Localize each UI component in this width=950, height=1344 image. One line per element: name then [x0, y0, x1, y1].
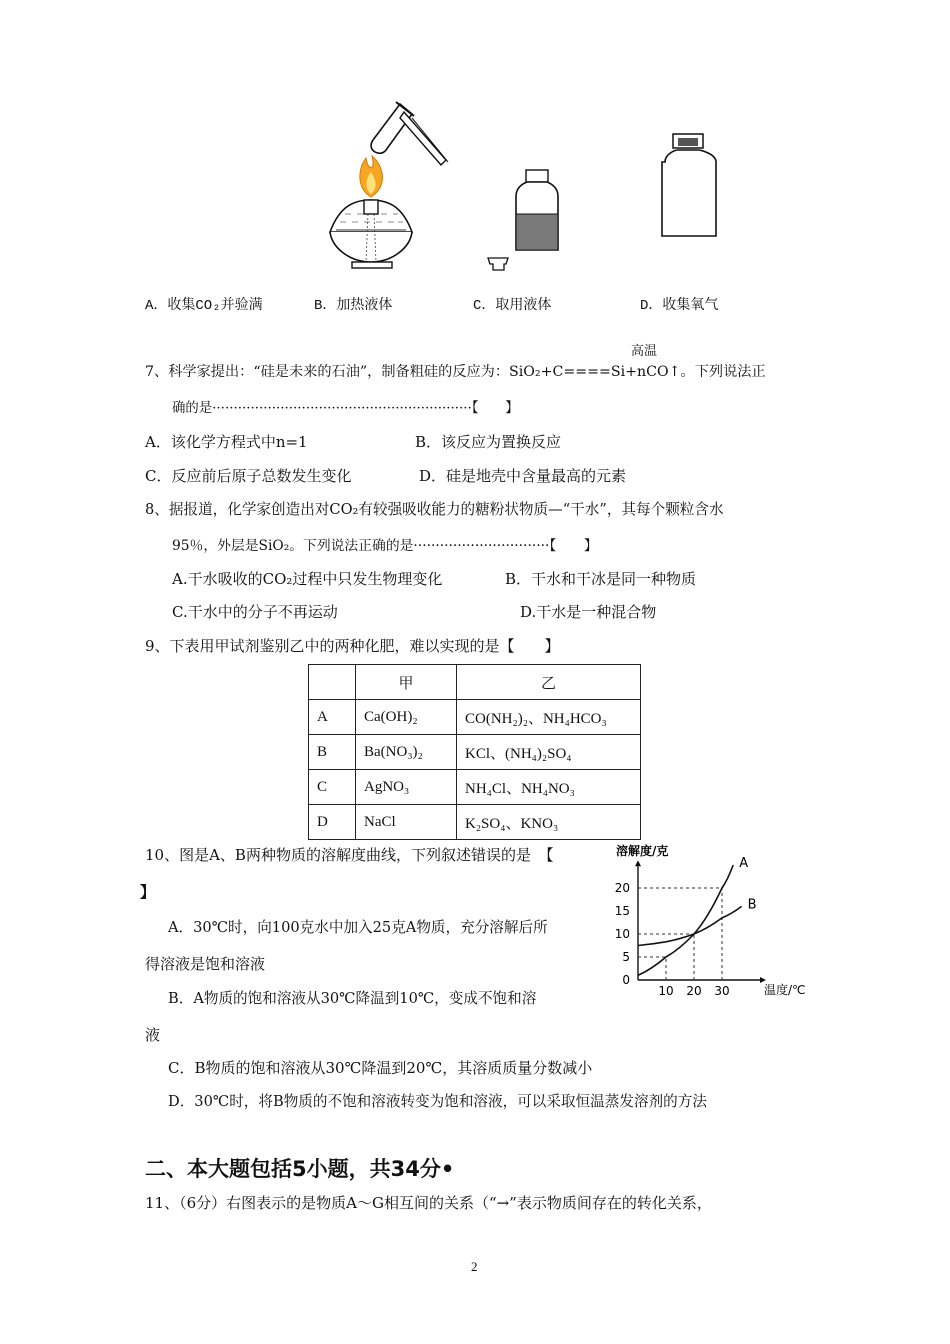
- series-label-a: A: [739, 856, 749, 871]
- q8-option-a: A.干水吸收的CO₂过程中只发生物理变化: [172, 570, 443, 588]
- table-cell: A: [309, 700, 356, 735]
- table-cell: Ba(NO₃)₂: [356, 735, 457, 770]
- y-tick-label: 5: [622, 950, 630, 964]
- table-header-row: [309, 665, 641, 700]
- flame-icon: [360, 156, 383, 197]
- x-tick-label: 10: [658, 984, 674, 998]
- table-cell: NH₄Cl、NH₄NO₃: [457, 770, 641, 805]
- q8-option-d: D.干水是一种混合物: [520, 603, 657, 621]
- q8-stem-line2: 95％，外层是SiO₂。下列说法正确的是·······························【 】: [172, 538, 598, 554]
- q6-option-d: D．收集氧气: [640, 298, 719, 314]
- q8-option-b: B．干水和干冰是同一种物质: [505, 570, 697, 588]
- table-cell: D: [309, 805, 356, 840]
- y-axis-arrow-icon: [635, 860, 641, 866]
- table-row: [309, 735, 641, 770]
- table-row: [309, 770, 641, 805]
- q7-option-a: A．该化学方程式中n=1: [145, 433, 308, 451]
- y-tick-label: 0: [622, 973, 630, 987]
- x-tick-label: 20: [686, 984, 702, 998]
- q7-option-b: B．该反应为置换反应: [415, 433, 562, 451]
- reagent-bottle-icon: [516, 170, 558, 250]
- solubility-chart: [600, 835, 820, 1010]
- q7-option-d: D．硅是地壳中含量最高的元素: [419, 467, 627, 485]
- q6-option-b: B．加热液体: [314, 298, 393, 314]
- q11-stem: 11、（6分）右图表示的是物质A～G相互间的关系（“→”表示物质间存在的转化关系，: [145, 1194, 712, 1212]
- table-cell: B: [309, 735, 356, 770]
- table-cell: CO(NH₂)₂、NH₄HCO₃: [457, 700, 641, 735]
- q10-option-b-line1: B．A物质的饱和溶液从30℃降温到10℃，变成不饱和溶: [168, 990, 537, 1007]
- q10-option-c: C．B物质的饱和溶液从30℃降温到20℃，其溶质质量分数减小: [168, 1059, 593, 1077]
- test-tube-icon: [371, 102, 448, 165]
- table-cell: KCl、(NH₄)₂SO₄: [457, 735, 641, 770]
- table-header-cell: 乙: [457, 665, 641, 700]
- x-axis-label: 温度/℃: [764, 983, 806, 997]
- y-tick-label: 15: [614, 904, 630, 918]
- q7-reaction-condition: 高温: [631, 344, 658, 359]
- table-header-cell: [309, 665, 356, 700]
- page-number: 2: [471, 1259, 478, 1274]
- table-cell: AgNO₃: [356, 770, 457, 805]
- table-cell: K₂SO₄、KNO₃: [457, 805, 641, 840]
- x-tick-label: 30: [714, 984, 730, 998]
- y-axis-label: 溶解度/克: [616, 844, 669, 858]
- table-cell: NaCl: [356, 805, 457, 840]
- table-header-cell: 甲: [356, 665, 457, 700]
- section-heading: 二、本大题包括5小题，共34分•: [145, 1157, 455, 1181]
- q10-option-a-line2: 得溶液是饱和溶液: [145, 955, 266, 973]
- q9-stem: 9、下表用甲试剂鉴别乙中的两种化肥，难以实现的是【 】: [145, 637, 560, 655]
- series-line-b: [638, 906, 742, 945]
- y-tick-label: 10: [614, 927, 630, 941]
- series-label-b: B: [747, 897, 757, 913]
- q10-option-b-line2: 液: [145, 1026, 161, 1044]
- table-row: [309, 805, 641, 840]
- q10-bracket-close: 】: [140, 883, 156, 901]
- table-cell: Ca(OH)₂: [356, 700, 457, 735]
- q6-option-a: A．收集CO₂并验满: [145, 298, 263, 314]
- alcohol-lamp-icon: [330, 200, 412, 268]
- table-row: [309, 700, 641, 735]
- q7-stem-line1: 7、科学家提出：“硅是未来的石油”，制备粗硅的反应为：SiO₂+C====Si+nCO↑。下列说法正: [145, 364, 766, 380]
- q10-stem: 10、图是A、B两种物质的溶解度曲线，下列叙述错误的是 【: [145, 846, 554, 864]
- q7-option-c: C．反应前后原子总数发生变化: [145, 467, 352, 485]
- table-cell: C: [309, 770, 356, 805]
- q8-stem-line1: 8、据报道，化学家创造出对CO₂有较强吸收能力的糖粉状物质—“干水”，其每个颗粒含水: [145, 501, 724, 518]
- q8-option-c: C.干水中的分子不再运动: [172, 603, 338, 621]
- q6-option-c: C．取用液体: [473, 298, 552, 314]
- y-tick-label: 20: [614, 881, 630, 895]
- apparatus-illustrations: [0, 0, 950, 290]
- q10-option-d: D．30℃时，将B物质的不饱和溶液转变为饱和溶液，可以采取恒温蒸发溶剂的方法: [168, 1093, 707, 1110]
- q7-stem-line2: 确的是·····························································【 】: [172, 401, 519, 416]
- gas-bottle-icon: [662, 134, 716, 236]
- q10-option-a-line1: A．30℃时，向100克水中加入25克A物质，充分溶解后所: [168, 919, 548, 936]
- q9-table: [308, 664, 641, 840]
- bottle-stopper-icon: [488, 258, 508, 270]
